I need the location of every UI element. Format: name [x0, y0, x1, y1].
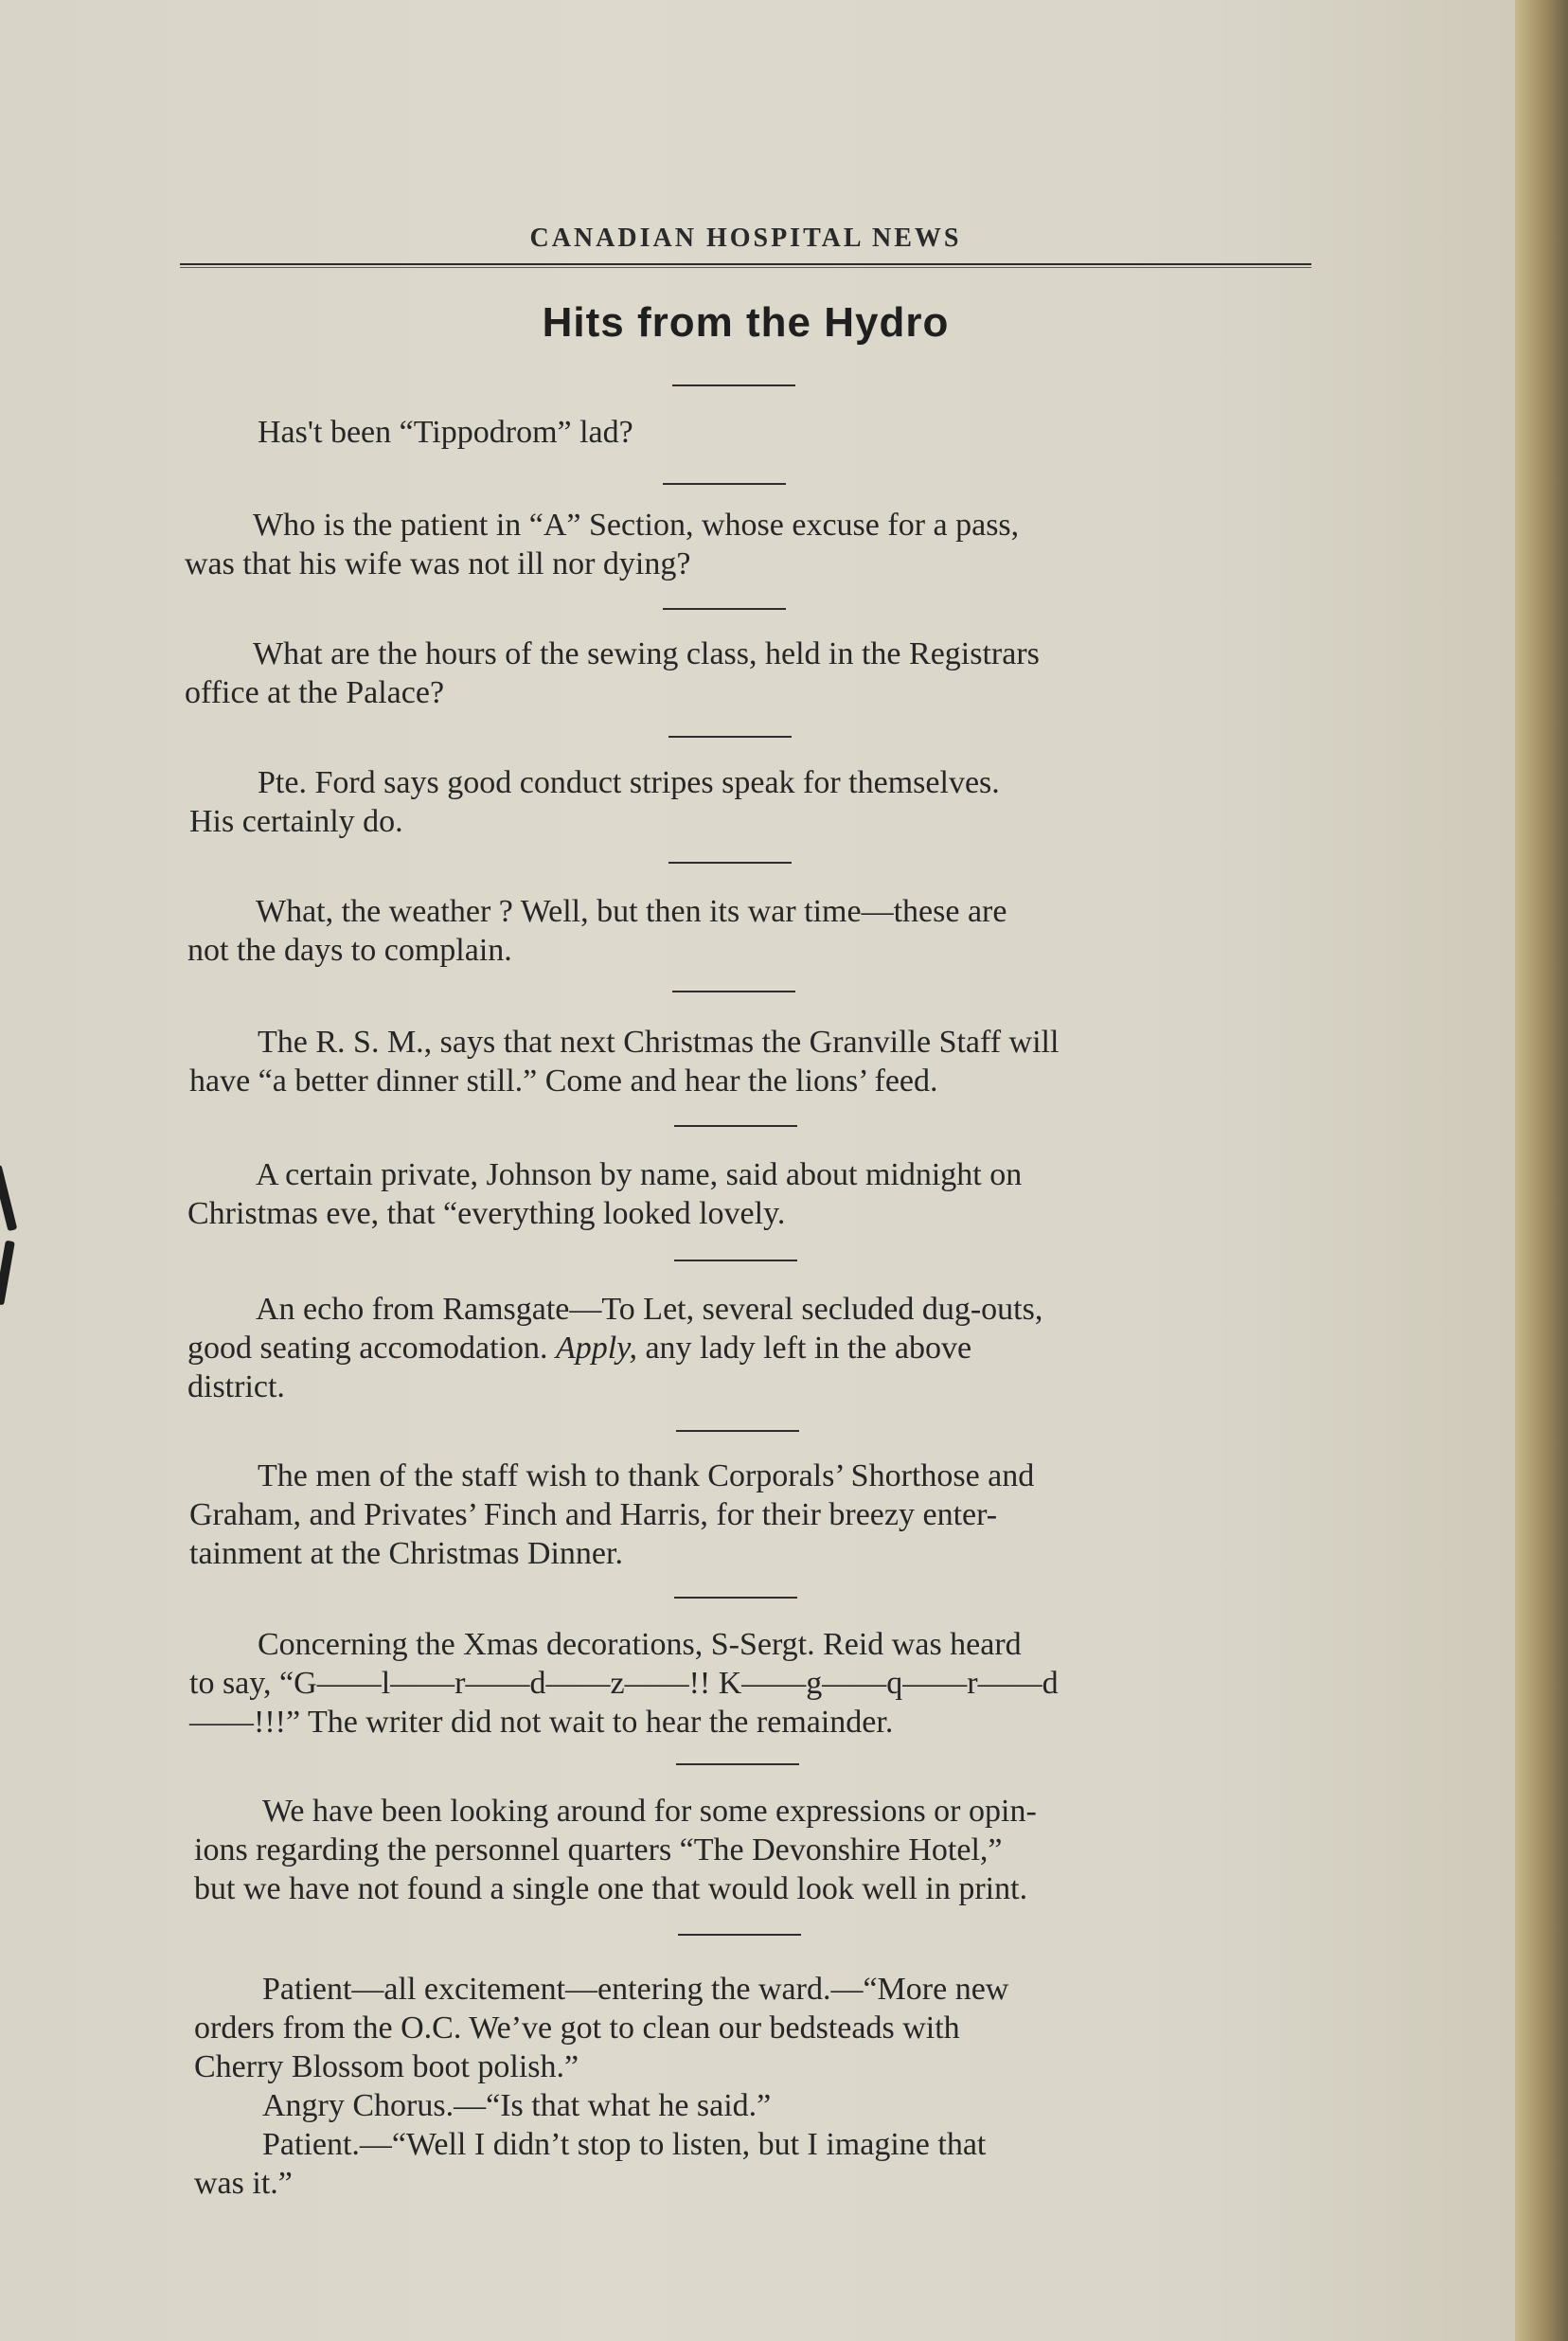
separator-rule	[674, 1125, 797, 1127]
separator-rule	[676, 1430, 799, 1432]
paragraph-line: We have been looking around for some expressions or opin-	[262, 1794, 1037, 1829]
paragraph-line: A certain private, Johnson by name, said about midnight on	[256, 1157, 1023, 1192]
margin-mark	[0, 1241, 15, 1306]
paragraph-line	[187, 1329, 1319, 1367]
paragraph-line: Patient.—“Well I didn’t stop to listen, but I imagine that	[262, 2127, 987, 2162]
italic-word: Apply,	[556, 1331, 637, 1366]
paragraph-line: office at the Palace?	[185, 675, 445, 710]
paragraph-line: not the days to complain.	[187, 933, 512, 968]
paragraph-line: His certainly do.	[189, 804, 403, 839]
paragraph-line: ions regarding the personnel quarters “The Devonshire Hotel,”	[194, 1832, 1003, 1867]
paragraph-line: was it.”	[194, 2166, 293, 2201]
paragraph-line: Has't been “Tippodrom” lad?	[258, 415, 633, 450]
item-paragraph	[189, 763, 1316, 841]
item-paragraph	[194, 1792, 1326, 1908]
separator-rule	[676, 1763, 799, 1765]
paragraph-line: Concerning the Xmas decorations, S-Sergt. Reid was heard	[258, 1627, 1022, 1662]
item-paragraph	[185, 506, 1311, 583]
item-paragraph	[187, 1290, 1319, 1406]
paragraph-line: Patient—all excitement—entering the ward.—“More new	[262, 1972, 1009, 2007]
paragraph-line: Cherry Blossom boot polish.”	[194, 2049, 579, 2084]
paragraph-line: Pte. Ford says good conduct stripes speak for themselves.	[258, 765, 1000, 800]
paragraph-line: What are the hours of the sewing class, held in the Registrars	[253, 636, 1040, 671]
line-text: any lady left in the above	[636, 1331, 972, 1366]
paragraph-line: The men of the staff wish to thank Corporals’ Shorthose and	[258, 1458, 1035, 1493]
item-paragraph	[189, 1456, 1321, 1573]
item-paragraph	[189, 413, 1311, 452]
separator-rule	[672, 384, 795, 386]
item-paragraph	[185, 634, 1316, 712]
separator-rule	[663, 608, 786, 610]
paragraph-line: was that his wife was not ill nor dying?	[185, 546, 691, 581]
paragraph-line: Christmas eve, that “everything looked lovely.	[187, 1196, 786, 1231]
item-paragraph	[187, 1155, 1316, 1233]
paragraph-line: The R. S. M., says that next Christmas the Granville Staff will	[258, 1025, 1060, 1060]
separator-rule	[668, 736, 792, 738]
item-paragraph	[189, 1023, 1316, 1100]
paragraph-line: to say, “G——l——r——d——z——!! K——g——q——r——d	[189, 1666, 1059, 1701]
separator-rule	[674, 1260, 797, 1261]
paragraph-line: have “a better dinner still.” Come and hear the lions’ feed.	[189, 1063, 938, 1099]
item-paragraph	[187, 892, 1316, 970]
running-header: CANADIAN HOSPITAL NEWS	[529, 223, 962, 253]
separator-rule	[663, 483, 786, 485]
paragraph-line: What, the weather ? Well, but then its war time—these are	[256, 894, 1007, 929]
paragraph-line: district.	[187, 1369, 285, 1404]
article-title: Hits from the Hydro	[542, 299, 950, 346]
paragraph-line: ——!!!” The writer did not wait to hear the remainder.	[189, 1705, 894, 1740]
separator-rule	[672, 991, 795, 992]
paragraph-line: An echo from Ramsgate—To Let, several secluded dug-outs,	[256, 1292, 1043, 1327]
paragraph-line: tainment at the Christmas Dinner.	[189, 1536, 623, 1571]
item-paragraph	[194, 1970, 1326, 2203]
header-rule	[180, 263, 1311, 268]
paragraph-line: Graham, and Privates’ Finch and Harris, for their breezy enter-	[189, 1497, 998, 1532]
paragraph-line: orders from the O.C. We’ve got to clean our bedsteads with	[194, 2010, 960, 2046]
separator-rule	[674, 1597, 797, 1599]
separator-rule	[678, 1934, 801, 1936]
book-spine-edge	[1515, 0, 1568, 2341]
item-paragraph	[189, 1625, 1326, 1742]
line-text: good seating accomodation.	[187, 1331, 557, 1366]
separator-rule	[668, 862, 792, 864]
margin-mark	[0, 1165, 17, 1231]
paragraph-line: Who is the patient in “A” Section, whose excuse for a pass,	[253, 508, 1020, 543]
paragraph-line: but we have not found a single one that would look well in print.	[194, 1871, 1028, 1906]
paragraph-line: Angry Chorus.—“Is that what he said.”	[262, 2088, 772, 2123]
